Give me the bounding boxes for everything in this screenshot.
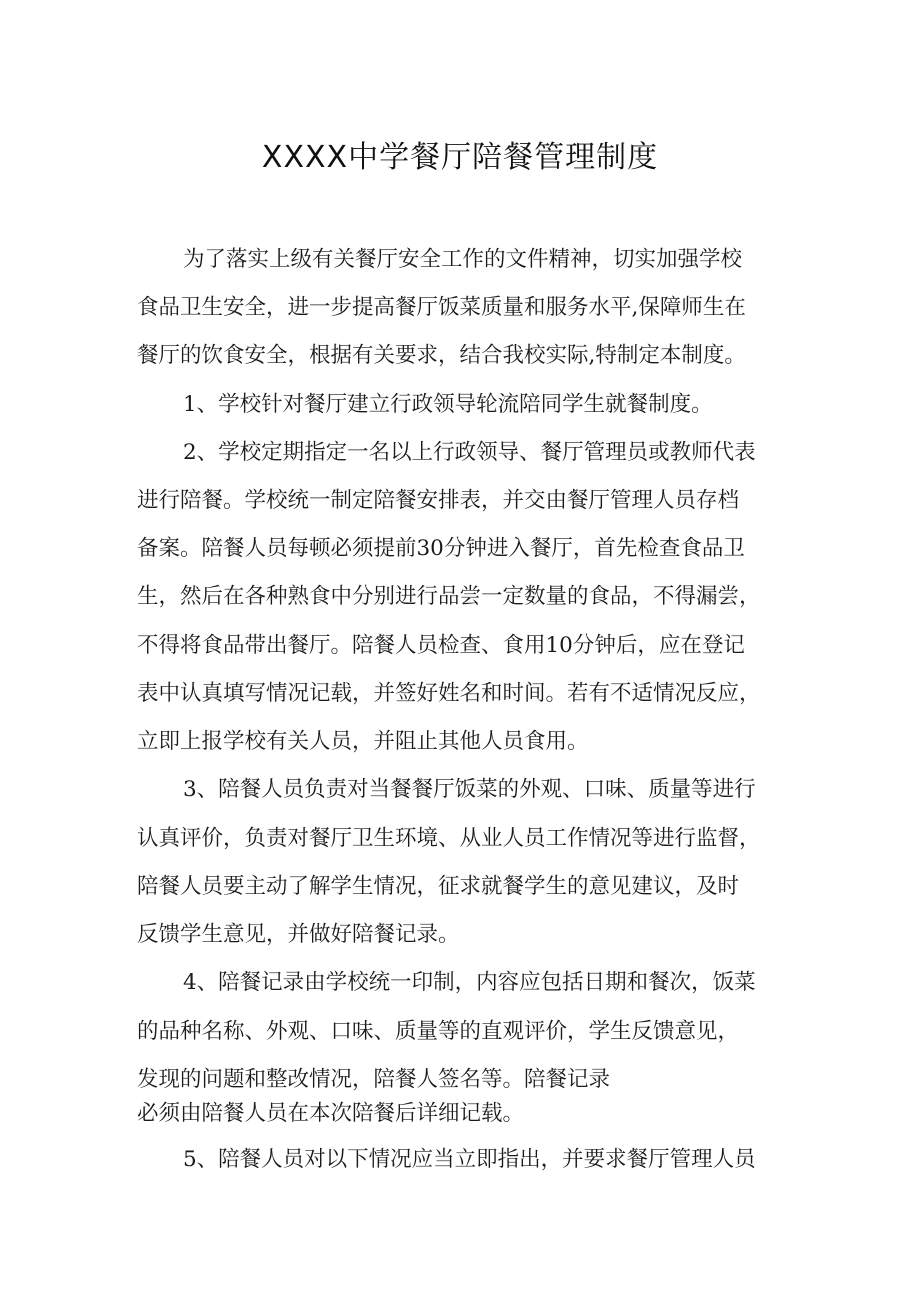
paragraph-line: 反馈学生意见，并做好陪餐记录。 bbox=[137, 922, 460, 947]
paragraph-line: 进行陪餐。学校统一制定陪餐安排表，并交由餐厅管理人员存档 bbox=[137, 488, 740, 513]
paragraph-line: 备案。陪餐人员每顿必须提前30分钟进入餐厅，首先检查食品卫 bbox=[137, 536, 745, 561]
paragraph-line: 必须由陪餐人员在本次陪餐后详细记载。 bbox=[137, 1101, 525, 1126]
paragraph-line: 为了落实上级有关餐厅安全工作的文件精神，切实加强学校 bbox=[183, 247, 743, 272]
paragraph-line: 立即上报学校有关人员，并阻止其他人员食用。 bbox=[137, 729, 589, 754]
paragraph-line: 3、陪餐人员负责对当餐餐厅饭菜的外观、口味、质量等进行 bbox=[183, 777, 756, 802]
paragraph-line: 食品卫生安全，进一步提高餐厅饭菜质量和服务水平,保障师生在 bbox=[137, 295, 746, 320]
paragraph-line: 1、学校针对餐厅建立行政领导轮流陪同学生就餐制度。 bbox=[183, 392, 713, 417]
paragraph-line: 4、陪餐记录由学校统一印制，内容应包括日期和餐次，饭菜 bbox=[183, 970, 756, 995]
paragraph-line: 2、学校定期指定一名以上行政领导、餐厅管理员或教师代表 bbox=[183, 440, 756, 465]
paragraph-line: 认真评价，负责对餐厅卫生环境、从业人员工作情况等进行监督， bbox=[137, 826, 761, 851]
paragraph-line: 餐厅的饮食安全，根据有关要求，结合我校实际,特制定本制度。 bbox=[137, 343, 746, 368]
paragraph-line: 陪餐人员要主动了解学生情况，征求就餐学生的意见建议，及时 bbox=[137, 874, 740, 899]
paragraph-line: 不得将食品带出餐厅。陪餐人员检查、食用10分钟后，应在登记 bbox=[137, 633, 745, 658]
paragraph-line: 发现的问题和整改情况，陪餐人签名等。陪餐记录 bbox=[137, 1067, 611, 1092]
paragraph-line: 生，然后在各种熟食中分别进行品尝一定数量的食品，不得漏尝， bbox=[137, 584, 761, 609]
document-title: XXXX中学餐厅陪餐管理制度 bbox=[261, 140, 659, 175]
paragraph-line: 的品种名称、外观、口味、质量等的直观评价，学生反馈意见， bbox=[137, 1019, 740, 1044]
paragraph-line: 5、陪餐人员对以下情况应当立即指出，并要求餐厅管理人员 bbox=[183, 1147, 756, 1172]
paragraph-line: 表中认真填写情况记载，并签好姓名和时间。若有不适情况反应， bbox=[137, 681, 761, 706]
